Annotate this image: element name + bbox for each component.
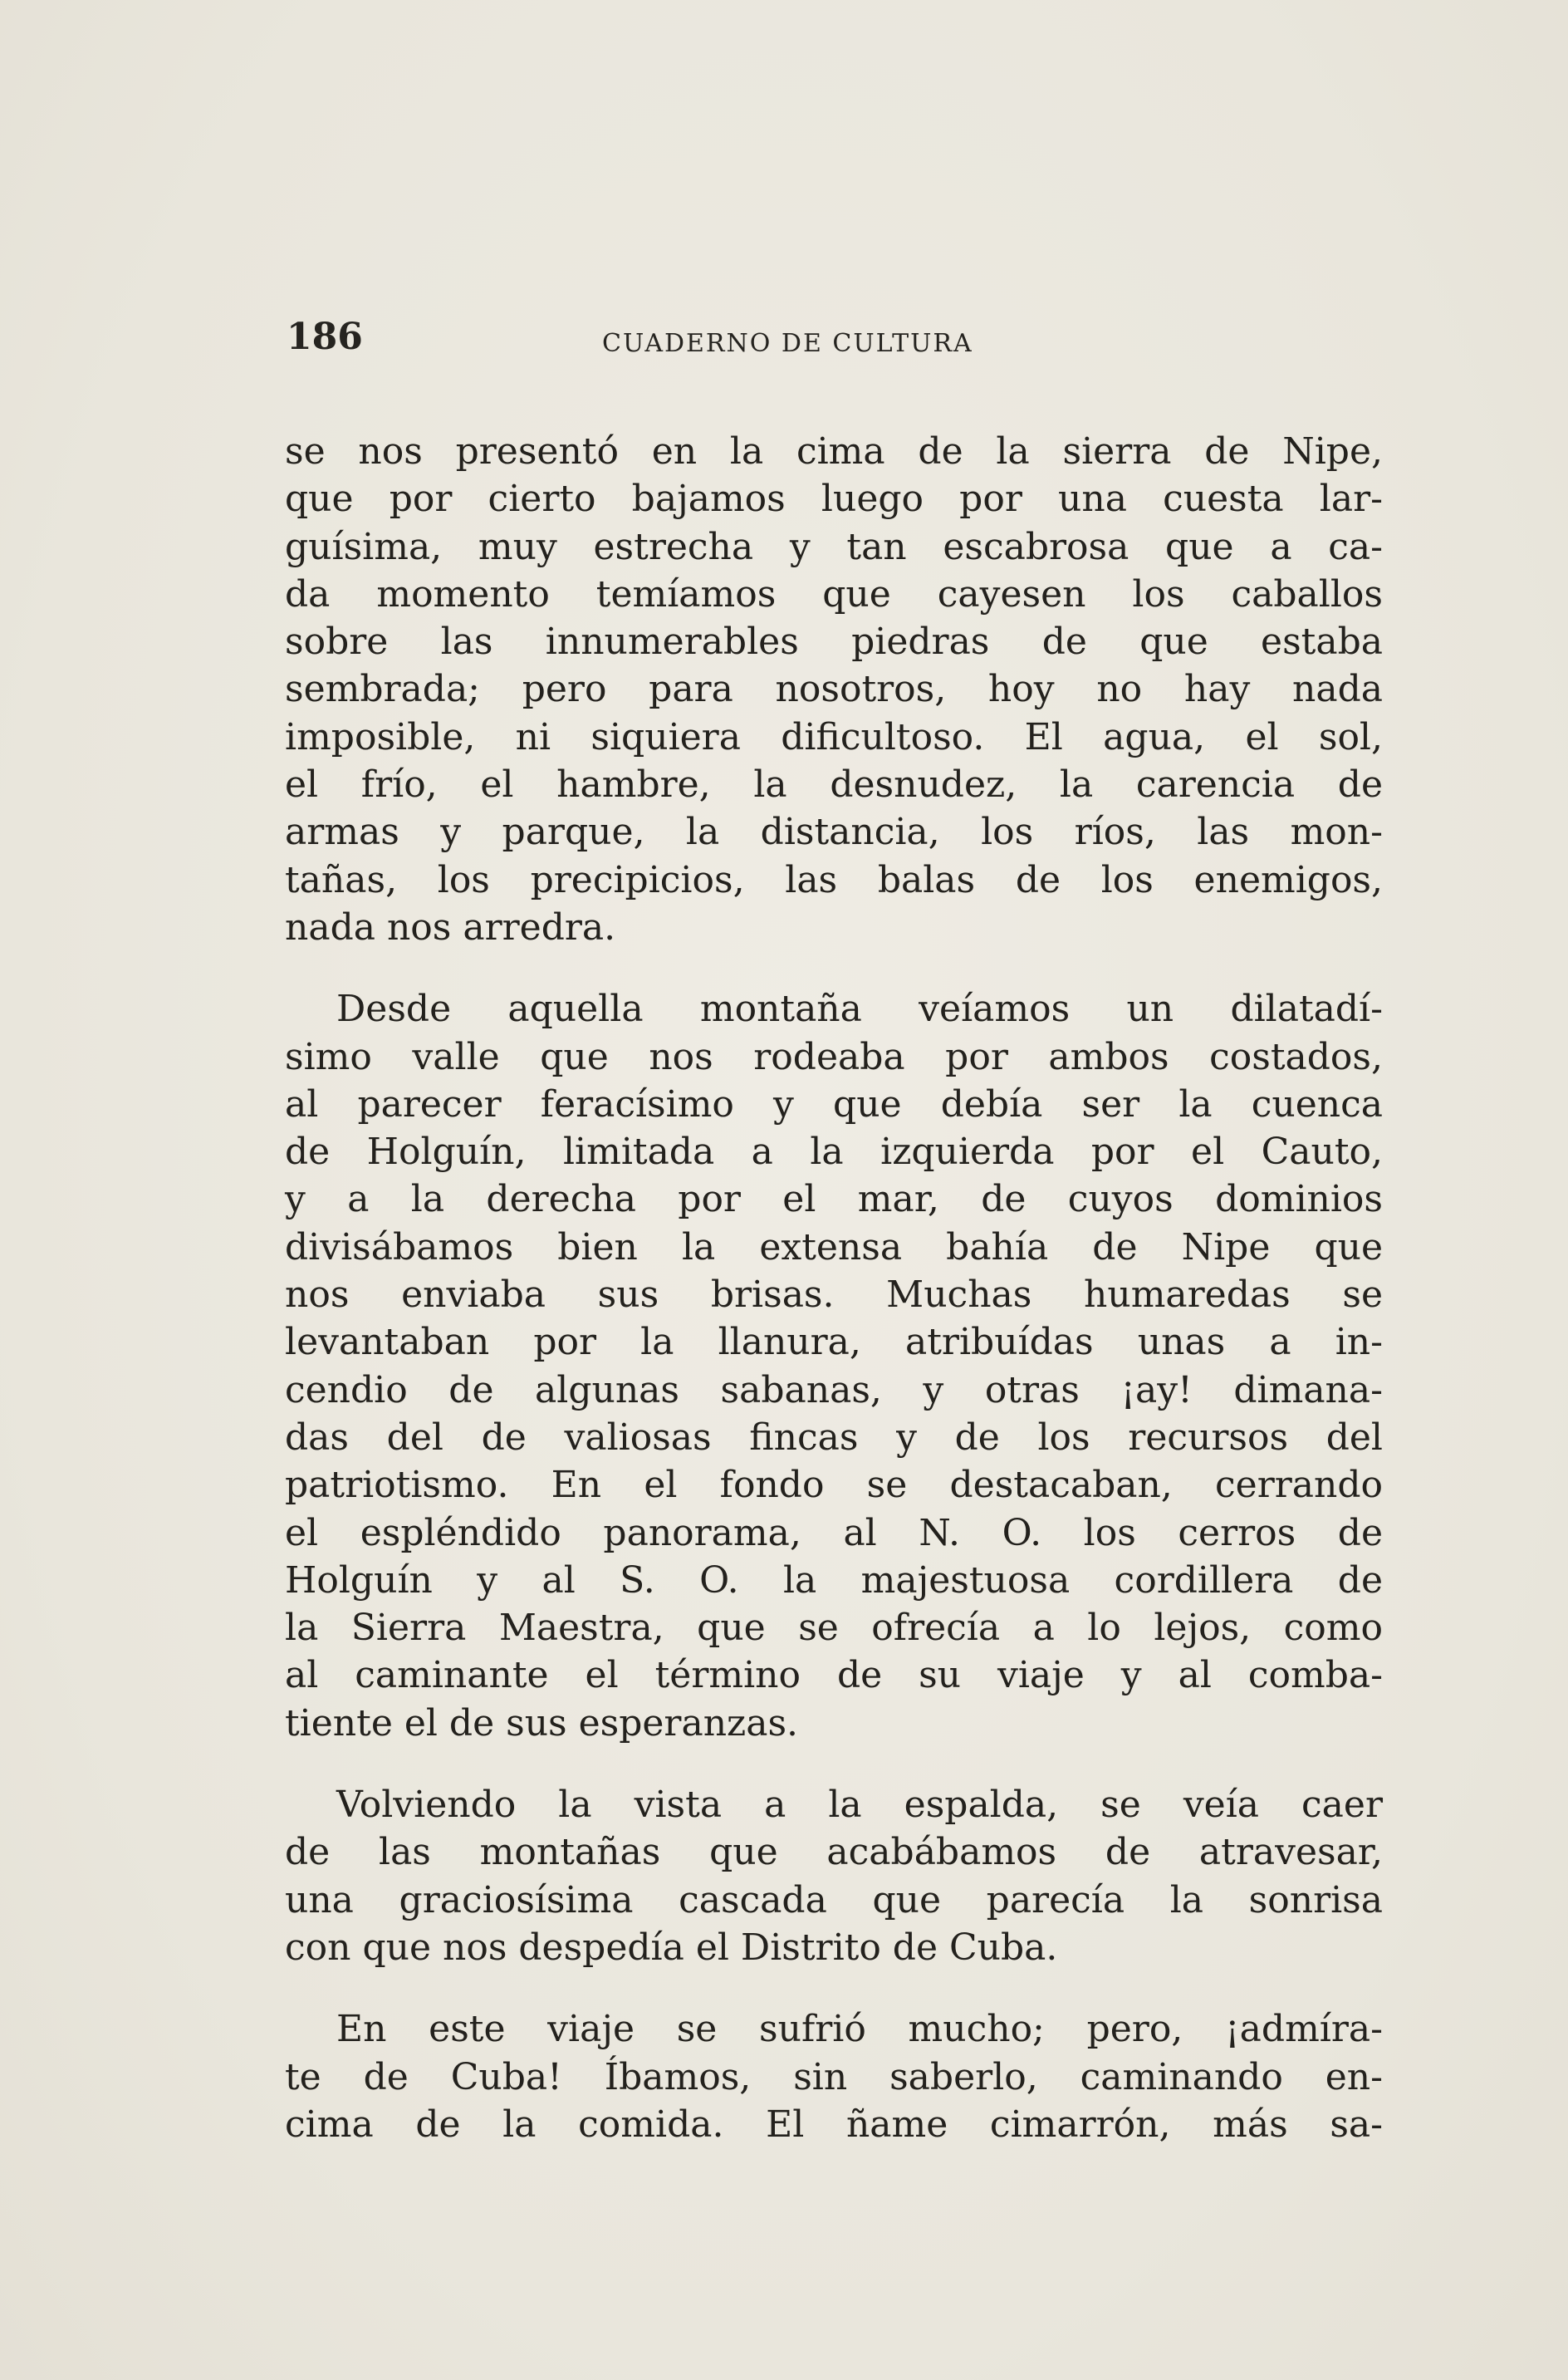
text-line: Holguín y al S. O. la majestuosa cordillera de — [285, 1558, 1383, 1602]
text-line: tiente el de sus esperanzas. — [285, 1701, 799, 1745]
text-line: que por cierto bajamos luego por una cuesta lar- — [285, 478, 1383, 521]
text-line: con que nos despedía el Distrito de Cuba. — [285, 1926, 1058, 1969]
text-line: simo valle que nos rodeaba por ambos costados, — [285, 1035, 1383, 1078]
text-line: se nos presentó en la cima de la sierra de Nipe, — [285, 430, 1383, 473]
paragraph-3 — [285, 1781, 1383, 1971]
text-line: tañas, los precipicios, las balas de los enemigos, — [285, 858, 1383, 901]
paragraph-4 — [285, 2005, 1383, 2148]
text-line: En este viaje se sufrió mucho; pero, ¡admíra- — [336, 2008, 1383, 2051]
text-line: das del de valiosas fincas y de los recursos del — [285, 1416, 1383, 1459]
text-line: Volviendo la vista a la espalda, se veía caer — [336, 1784, 1383, 1827]
text-line: imposible, ni siquiera dificultoso. El agua, el sol, — [285, 715, 1383, 758]
text-line: de las montañas que acabábamos de atravesar, — [285, 1831, 1383, 1874]
text-line: al caminante el término de su viaje y al comba- — [285, 1654, 1383, 1697]
text-line: cima de la comida. El ñame cimarrón, más sa- — [285, 2103, 1383, 2146]
text-line: nos enviaba sus brisas. Muchas humaredas se — [285, 1273, 1383, 1317]
text-line: guísima, muy estrecha y tan escabrosa que a ca- — [285, 525, 1383, 568]
text-line: patriotismo. En el fondo se destacaban, cerrando — [285, 1464, 1383, 1507]
text-line: levantaban por la llanura, atribuídas unas a in- — [285, 1321, 1383, 1364]
text-line: divisábamos bien la extensa bahía de Nipe que — [285, 1225, 1383, 1269]
text-line: al parecer feracísimo y que debía ser la cuenca — [285, 1082, 1383, 1126]
text-line: sembrada; pero para nosotros, hoy no hay nada — [285, 668, 1383, 711]
paragraph-2 — [285, 985, 1383, 1747]
text-line: la Sierra Maestra, que se ofrecía a lo lejos, como — [285, 1607, 1383, 1650]
text-line: de Holguín, limitada a la izquierda por el Cauto, — [285, 1131, 1383, 1174]
text-line: te de Cuba! Íbamos, sin saberlo, caminando en- — [285, 2055, 1383, 2098]
text-line: armas y parque, la distancia, los ríos, las mon- — [285, 811, 1383, 854]
text-line: Desde aquella montaña veíamos un dilatadí- — [336, 988, 1383, 1031]
page-number: 186 — [287, 316, 363, 358]
text-line: el frío, el hambre, la desnudez, la carencia de — [285, 763, 1383, 807]
body-text — [285, 428, 1383, 2148]
paragraph-1 — [285, 428, 1383, 951]
text-line: y a la derecha por el mar, de cuyos dominios — [285, 1178, 1383, 1221]
text-line: el espléndido panorama, al N. O. los cerros de — [285, 1511, 1383, 1554]
text-line: una graciosísima cascada que parecía la sonrisa — [285, 1878, 1383, 1921]
text-line: cendio de algunas sabanas, y otras ¡ay! dimana- — [285, 1368, 1383, 1411]
running-title: CUADERNO DE CULTURA — [602, 329, 973, 358]
text-line: nada nos arredra. — [285, 905, 616, 949]
text-line: da momento temíamos que cayesen los caballos — [285, 572, 1383, 616]
text-line: sobre las innumerables piedras de que estaba — [285, 621, 1383, 664]
page-header — [287, 316, 1383, 374]
